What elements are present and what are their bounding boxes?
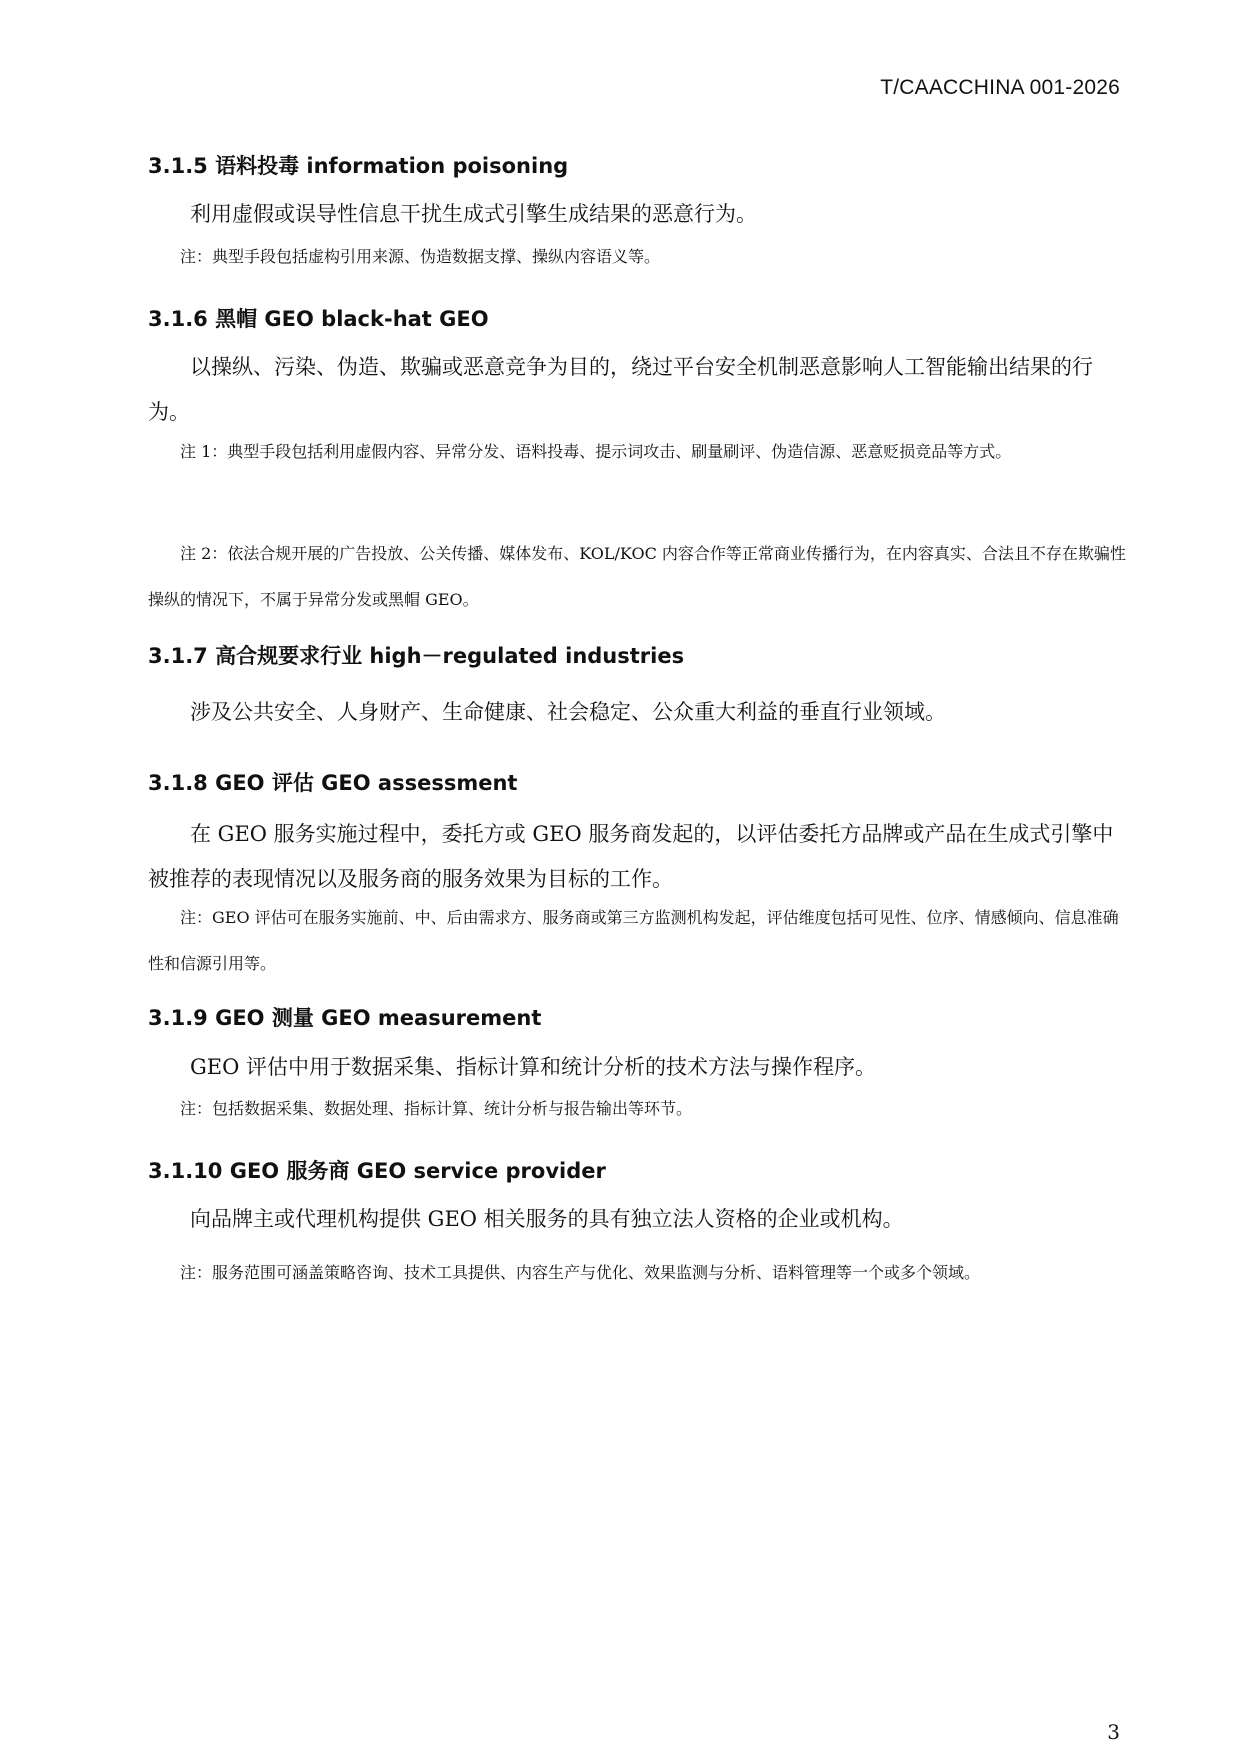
section-definition-3-1-5: 利用虚假或误导性信息干扰生成式引擎生成结果的恶意行为。 (190, 202, 757, 226)
section-definition-3-1-8: 在 GEO 服务实施过程中，委托方或 GEO 服务商发起的，以评估委托方品牌或产品在生成式引擎中被推荐的表现情况以及服务商的服务效果为目标的工作。 (148, 822, 1114, 891)
section-title-3-1-6: 3.1.6 黑帽 GEO black-hat GEO (148, 307, 489, 331)
section-note-2-3-1-6: 注 2：依法合规开展的广告投放、公关传播、媒体发布、KOL/KOC 内容合作等正常商业传播行为，在内容真实、合法且不存在欺骗性操纵的情况下，不属于异常分发或黑帽 GEO。 (148, 544, 1126, 609)
section-note-3-1-5: 注：典型手段包括虚构引用来源、伪造数据支撑、操纵内容语义等。 (180, 247, 661, 266)
section-definition-3-1-7: 涉及公共安全、人身财产、生命健康、社会稳定、公众重大利益的垂直行业领域。 (190, 700, 946, 724)
section-note-3-1-8: 注：GEO 评估可在服务实施前、中、后由需求方、服务商或第三方监测机构发起，评估维度包括可见性、位序、情感倾向、信息准确性和信源引用等。 (148, 908, 1119, 973)
page-number: 3 (1107, 1720, 1120, 1744)
section-title-3-1-5: 3.1.5 语料投毒 information poisoning (148, 154, 569, 178)
section-note-3-1-9: 注：包括数据采集、数据处理、指标计算、统计分析与报告输出等环节。 (180, 1099, 693, 1118)
section-note-1-3-1-6: 注 1：典型手段包括利用虚假内容、异常分发、语料投毒、提示词攻击、刷量刷评、伪造信源、恶意贬损竞品等方式。 (180, 442, 1012, 461)
section-definition-3-1-9: GEO 评估中用于数据采集、指标计算和统计分析的技术方法与操作程序。 (190, 1055, 876, 1079)
section-title-3-1-10: 3.1.10 GEO 服务商 GEO service provider (148, 1159, 606, 1183)
section-title-3-1-9: 3.1.9 GEO 测量 GEO measurement (148, 1006, 542, 1030)
section-definition-3-1-10: 向品牌主或代理机构提供 GEO 相关服务的具有独立法人资格的企业或机构。 (190, 1207, 904, 1231)
section-title-3-1-8: 3.1.8 GEO 评估 GEO assessment (148, 771, 518, 795)
section-definition-3-1-6: 以操纵、污染、伪造、欺骗或恶意竞争为目的，绕过平台安全机制恶意影响人工智能输出结果的行为。 (148, 355, 1093, 424)
document-code-header: T/CAACCHINA 001-2026 (880, 76, 1120, 99)
section-note-3-1-10: 注：服务范围可涵盖策略咨询、技术工具提供、内容生产与优化、效果监测与分析、语料管理等一个或多个领域。 (180, 1263, 981, 1282)
section-title-3-1-7: 3.1.7 高合规要求行业 high－regulated industries (148, 644, 685, 668)
